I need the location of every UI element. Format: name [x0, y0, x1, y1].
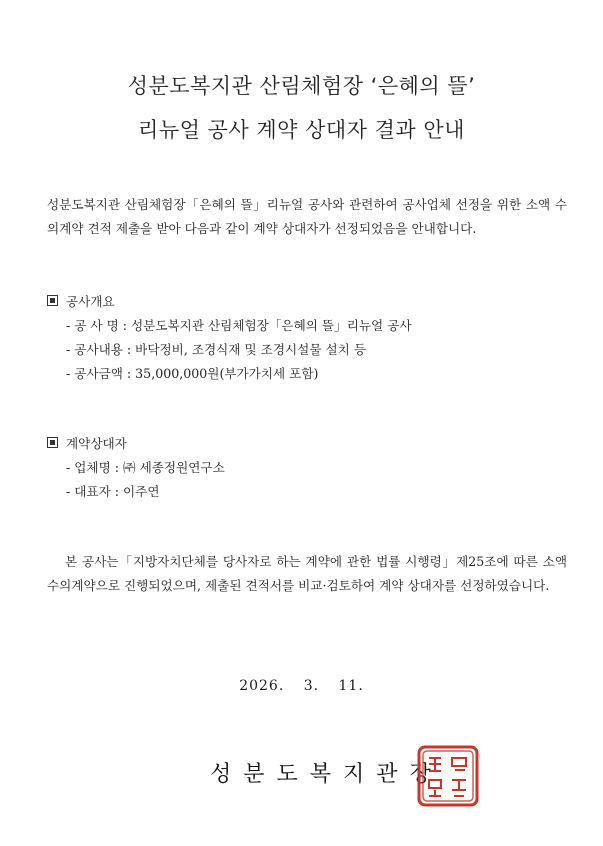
contractor-section-header	[47, 433, 127, 452]
overview-header-label: 공사개요	[66, 294, 115, 309]
square-bullet-icon	[47, 295, 58, 306]
overview-item-content: - 공사내용 : 바닥정비, 조경식재 및 조경시설물 설치 등	[66, 342, 367, 357]
official-seal-stamp	[416, 744, 480, 808]
overview-item-name: - 공 사 명 : 성분도복지관 산림체험장「은혜의 뜰」리뉴얼 공사	[66, 318, 412, 333]
overview-section-header	[47, 291, 115, 310]
contractor-header-label: 계약상대자	[66, 436, 127, 451]
issuer-signature: 성분도복지관장	[210, 762, 443, 787]
document-date: 2026. 3. 11.	[239, 678, 364, 694]
square-bullet-icon	[47, 437, 58, 448]
contractor-item-representative: - 대표자 : 이주연	[66, 484, 160, 499]
document-title-line1: 성분도복지관 산림체험장 ‘은혜의 뜰’	[127, 74, 476, 98]
document-title-line2: 리뉴얼 공사 계약 상대자 결과 안내	[138, 118, 465, 142]
contractor-item-company: - 업체명 : ㈜ 세종정원연구소	[66, 460, 225, 475]
overview-item-amount: - 공사금액 : 35,000,000원(부가가치세 포함)	[66, 366, 319, 381]
closing-paragraph: 본 공사는「지방자치단체를 당사자로 하는 계약에 관한 법률 시행령」제25조에 따른 소액 수의계약으로 진행되었으며, 제출된 견적서를 비교·검토하여 계약 상대자를 선정하였습니다.	[47, 554, 567, 593]
intro-paragraph: 성분도복지관 산림체험장「은혜의 뜰」리뉴얼 공사와 관련하여 공사업체 선정을 위한 소액 수의계약 견적 제출을 받아 다음과 같이 계약 상대자가 선정되었음을 안내합니다.	[47, 197, 567, 236]
